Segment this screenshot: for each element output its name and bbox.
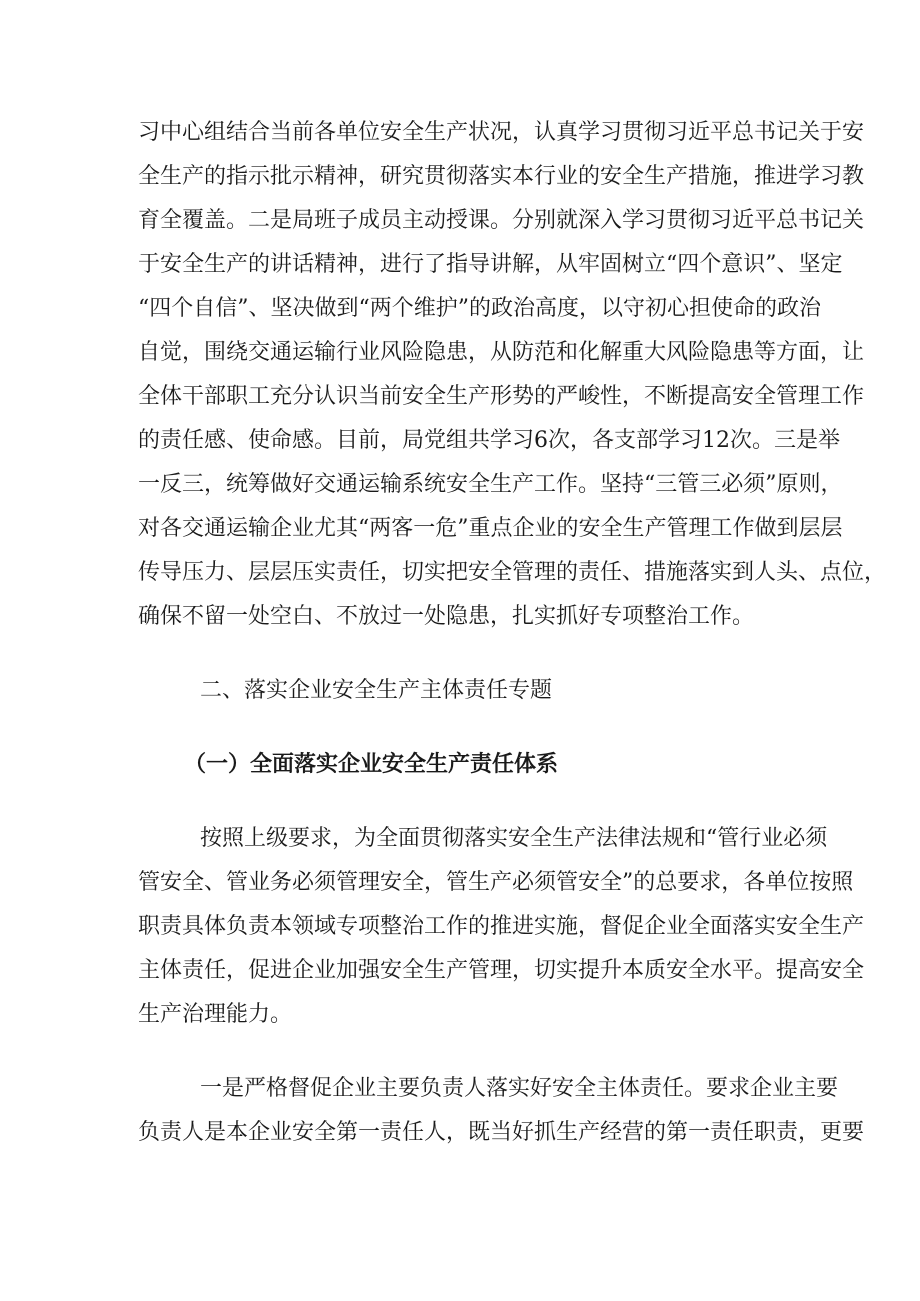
paragraph-line: 全体干部职工充分认识当前安全生产形势的严峻性，不断提高安全管理工作 bbox=[138, 384, 865, 409]
paragraph-line: 对各交通运输企业尤其“两客一危”重点企业的安全生产管理工作做到层层 bbox=[138, 516, 843, 541]
paragraph-line: 一反三，统筹做好交通运输系统安全生产工作。坚持“三管三必须”原则， bbox=[138, 472, 843, 497]
paragraph-line: 育全覆盖。二是局班子成员主动授课。分别就深入学习贯彻习近平总书记关 bbox=[138, 208, 865, 233]
paragraph-line: 管安全、管业务必须管理安全，管生产必须管安全”的总要求，各单位按照 bbox=[138, 870, 854, 895]
paragraph-line: “四个自信”、坚决做到“两个维护”的政治高度，以守初心担使命的政治 bbox=[138, 296, 821, 321]
paragraph-line: 按照上级要求，为全面贯彻落实安全生产法律法规和“管行业必须 bbox=[200, 826, 828, 851]
paragraph-line: 职责具体负责本领域专项整治工作的推进实施，督促企业全面落实安全生产 bbox=[138, 914, 865, 939]
paragraph-line: 自觉，围绕交通运输行业风险隐患，从防范和化解重大风险隐患等方面，让 bbox=[138, 340, 865, 365]
paragraph-line: 负责人是本企业安全第一责任人，既当好抓生产经营的第一责任职责，更要 bbox=[138, 1120, 865, 1145]
section-heading: 二、落实企业安全生产主体责任专题 bbox=[200, 678, 553, 703]
paragraph-line: 的责任感、使命感。目前，局党组共学习6次，各支部学习12次。三是举 bbox=[138, 428, 840, 453]
paragraph-line: 传导压力、层层压实责任，切实把安全管理的责任、措施落实到人头、点位， bbox=[138, 560, 887, 585]
paragraph-line: 生产治理能力。 bbox=[138, 1002, 293, 1027]
paragraph-line: 于安全生产的讲话精神，进行了指导讲解，从牢固树立“四个意识”、坚定 bbox=[138, 252, 843, 277]
paragraph-line: 确保不留一处空白、不放过一处隐患，扎实抓好专项整治工作。 bbox=[138, 604, 755, 629]
paragraph-line: 全生产的指示批示精神，研究贯彻落实本行业的安全生产措施，推进学习教 bbox=[138, 164, 865, 189]
paragraph-line: 一是严格督促企业主要负责人落实好安全主体责任。要求企业主要 bbox=[200, 1076, 839, 1101]
subsection-heading: （一）全面落实企业安全生产责任体系 bbox=[184, 752, 559, 777]
paragraph-line: 主体责任，促进企业加强安全生产管理，切实提升本质安全水平。提高安全 bbox=[138, 958, 865, 983]
paragraph-line: 习中心组结合当前各单位安全生产状况，认真学习贯彻习近平总书记关于安 bbox=[138, 120, 865, 145]
